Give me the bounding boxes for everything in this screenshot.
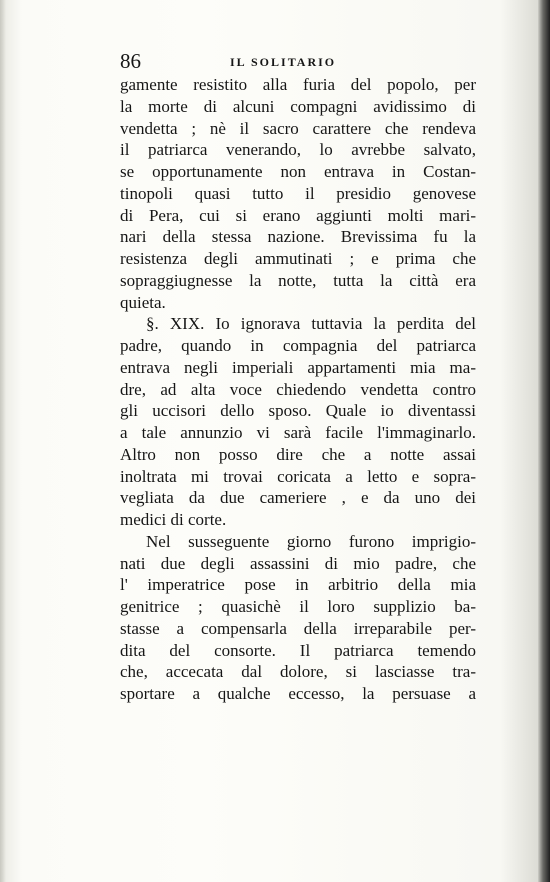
text-line: nati due degli assassini di mio padre, che	[120, 553, 476, 573]
body-text	[120, 74, 476, 705]
text-line: resistenza degli ammutinati ; e prima che	[120, 249, 476, 268]
text-line: dita del consorte. Il patriarca temendo	[120, 640, 476, 660]
text-line: l' imperatrice pose in arbitrio della mia	[120, 575, 476, 595]
text-line: Altro non posso dire che a notte assai	[120, 444, 476, 464]
book-spine	[538, 0, 550, 882]
text-line: vendetta ; nè il sacro carattere che rendeva	[120, 118, 476, 138]
text-line: di Pera, cui si erano aggiunti molti mari-	[120, 205, 476, 225]
text-line: medici di corte.	[120, 510, 227, 529]
text-line: che, accecata dal dolore, si lasciasse tra-	[120, 662, 476, 682]
running-title: IL SOLITARIO	[230, 55, 337, 69]
text-line: vegliata da due cameriere , e da uno dei	[120, 488, 476, 508]
text-line: stasse a compensarla della irreparabile per-	[120, 618, 476, 638]
text-line: entrava negli imperiali appartamenti mia ma-	[120, 357, 476, 377]
text-line: tinopoli quasi tutto il presidio genovese	[120, 183, 476, 203]
text-line: padre, quando in compagnia del patriarca	[120, 336, 476, 355]
page-header	[120, 48, 476, 74]
text-line: la morte di alcuni compagni avidissimo di	[120, 96, 476, 116]
text-line: gli uccisori dello sposo. Quale io diventassi	[120, 401, 476, 421]
text-line: quieta.	[120, 292, 166, 312]
text-line: genitrice ; quasichè il loro supplizio ba-	[120, 597, 476, 616]
text-line: nari della stessa nazione. Brevissima fu la	[120, 227, 476, 247]
page-number: 86	[120, 49, 141, 73]
text-line: gamente resistito alla furia del popolo, per	[120, 75, 476, 94]
text-line: sopraggiugnesse la notte, tutta la città era	[120, 270, 476, 290]
text-line: sportare a qualche eccesso, la persuase a	[120, 684, 476, 703]
section-heading-line: §. XIX. Io ignorava tuttavia la perdita del	[146, 314, 476, 334]
text-line: inoltrata mi trovai coricata a letto e sopra-	[120, 466, 476, 486]
paragraph-start-line: Nel susseguente giorno furono imprigio-	[146, 531, 476, 551]
text-line: il patriarca venerando, lo avrebbe salvato,	[120, 140, 476, 160]
text-line: se opportunamente non entrava in Costan-	[120, 162, 476, 181]
page-edge-shadow	[0, 0, 6, 882]
text-line: dre, ad alta voce chiedendo vendetta contro	[120, 379, 476, 399]
text-line: a tale annunzio vi sarà facile l'immaginarlo.	[120, 423, 476, 442]
